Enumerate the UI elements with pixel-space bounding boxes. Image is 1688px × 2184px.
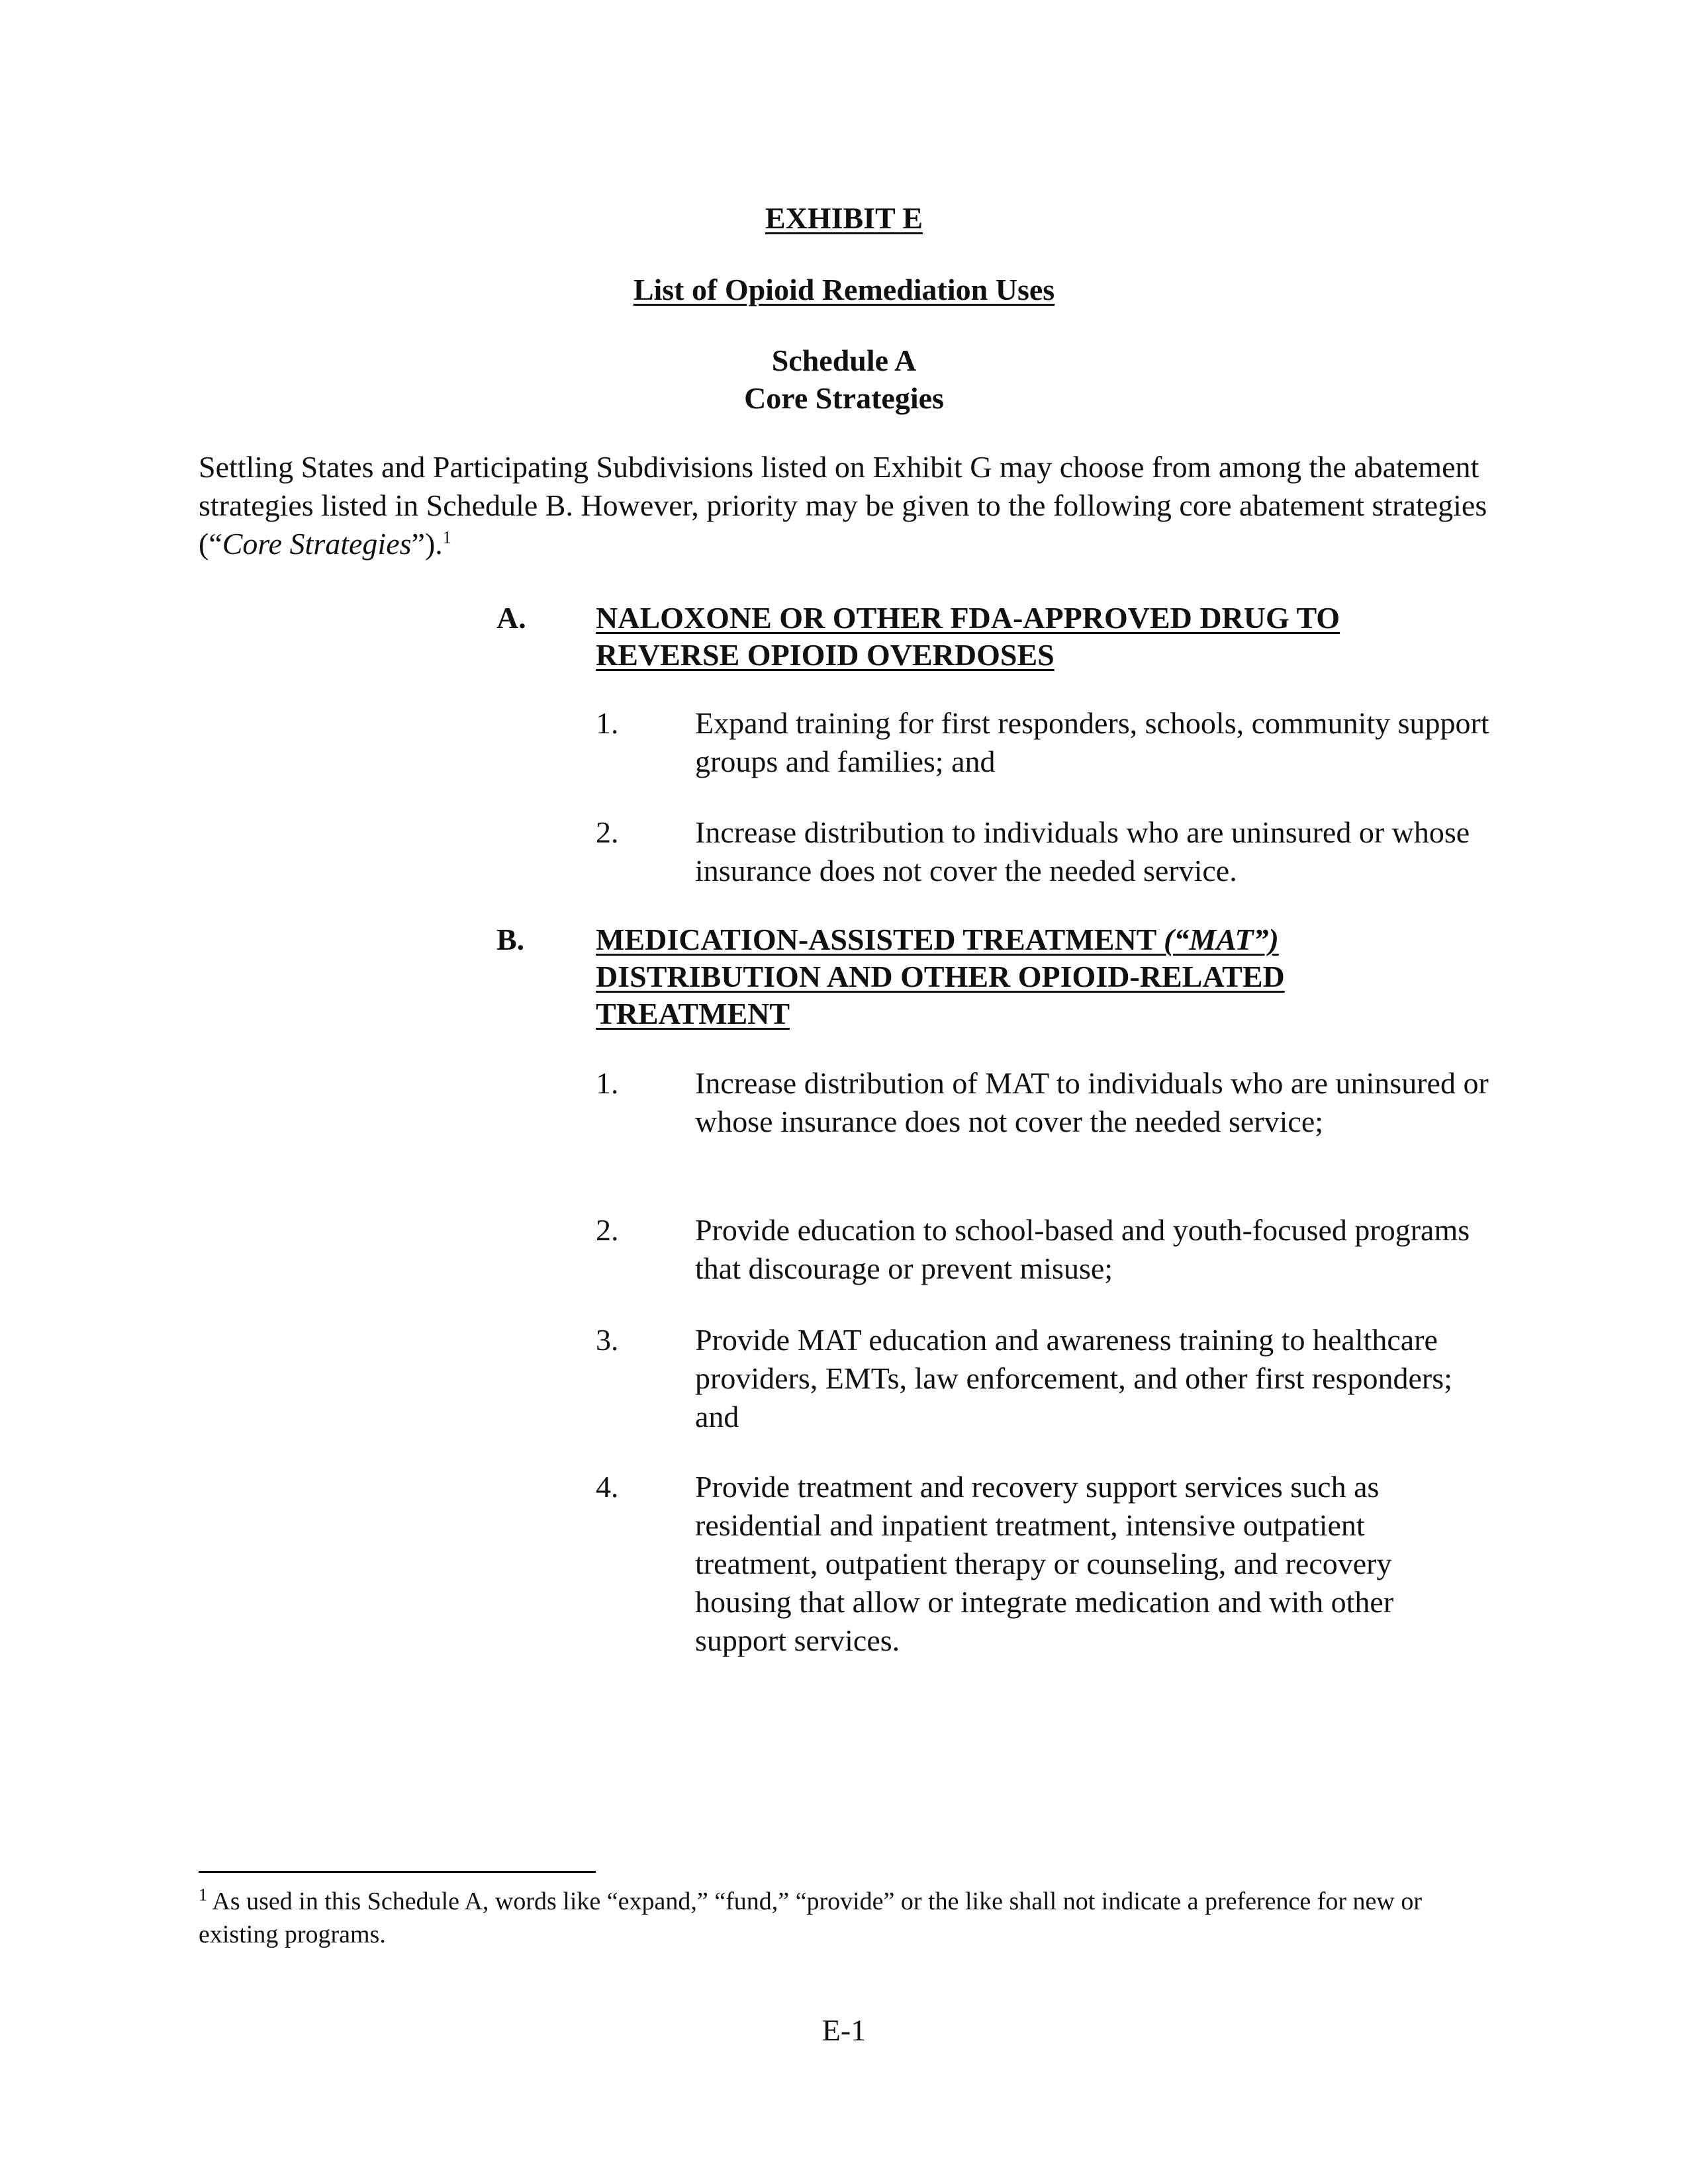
intro-text-after: ”).: [411, 527, 443, 561]
section-a-item-2-number: 2.: [596, 815, 619, 849]
section-a-letter: A.: [496, 601, 526, 635]
section-a-item-2-text: Increase distribution to individuals who are uninsured or whose insurance does not cover the needed service.: [695, 815, 1470, 887]
section-b-letter: B.: [496, 923, 525, 956]
intro-text-before: Settling States and Participating Subdivisions listed on Exhibit G may choose from among the abatement strategies listed in Schedule B. However, priority may be given to the following core abatement strategies (“: [199, 450, 1487, 561]
section-b-title-italic: (“MAT”): [1164, 923, 1279, 956]
section-b-item-3-text: Provide MAT education and awareness training to healthcare providers, EMTs, law enforcement, and other first responders; and: [695, 1323, 1452, 1433]
footnote-reference: 1: [442, 527, 451, 547]
section-b-title-part-2: DISTRIBUTION AND OTHER OPIOID-RELATED TREATMENT: [596, 960, 1285, 1030]
section-b-item-2-text: Provide education to school-based and youth-focused programs that discourage or prevent misuse;: [695, 1213, 1470, 1285]
section-b-title: [596, 921, 1470, 1032]
section-b-item-4-text: Provide treatment and recovery support services such as residential and inpatient treatment, intensive outpatient treatment, outpatient therapy or counseling, and recovery housing that allow or integrate medication and with other support services.: [695, 1470, 1394, 1657]
exhibit-heading: [0, 200, 1688, 237]
section-b-item-1-text: Increase distribution of MAT to individuals who are uninsured or whose insurance does not cover the needed service;: [695, 1066, 1489, 1138]
footnote: [199, 1885, 1496, 1951]
section-b-item-1-number: 1.: [596, 1066, 619, 1100]
section-b-item-3-number: 3.: [596, 1323, 619, 1357]
section-b-item-4-number: 4.: [596, 1470, 619, 1504]
intro-italic-term: Core Strategies: [222, 527, 412, 561]
intro-paragraph: [199, 448, 1496, 563]
footnote-separator: [199, 1871, 596, 1873]
exhibit-label: EXHIBIT E: [765, 201, 923, 235]
document-title: [0, 271, 1688, 308]
schedule-heading: Schedule A: [771, 343, 917, 377]
footnote-number: 1: [199, 1885, 207, 1905]
section-b-item-2-number: 2.: [596, 1213, 619, 1247]
section-a-item-1-number: 1.: [596, 706, 619, 740]
schedule-subtitle: Core Strategies: [744, 381, 944, 415]
page-number: E-1: [821, 2013, 867, 2047]
footnote-text: As used in this Schedule A, words like “expand,” “fund,” “provide” or the like shall not indicate a preference for new or existing programs.: [199, 1888, 1423, 1948]
section-b-title-part-1: MEDICATION-ASSISTED TREATMENT: [596, 923, 1164, 956]
title-label: List of Opioid Remediation Uses: [633, 273, 1055, 306]
section-a-item-1-text: Expand training for first responders, schools, community support groups and families; and: [695, 706, 1489, 778]
section-a-title: NALOXONE OR OTHER FDA-APPROVED DRUG TO REVERSE OPIOID OVERDOSES: [596, 601, 1340, 672]
